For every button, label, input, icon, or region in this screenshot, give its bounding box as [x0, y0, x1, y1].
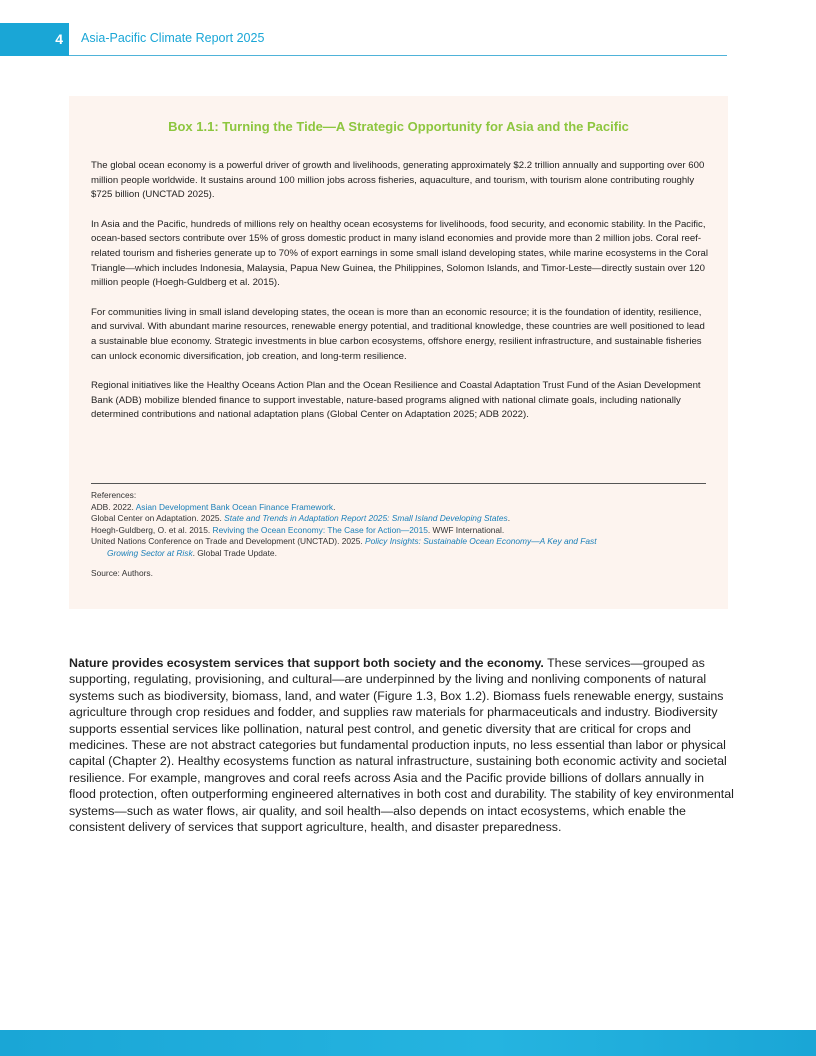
source-note: Source: Authors. — [91, 567, 153, 578]
paragraph-text: These services—grouped as supporting, regulating, provisioning, and cultural—are underpinned by the living and nonliving components of natural systems such as biodiversity, biomass, land, and water (Figure 1.3, Box 1.2). Biomass fuels renewable energy, sustains agriculture through crop residues and fodder, and supplies raw materials for pharmaceuticals and industry. Biodiversity supports essential services like pollination, natural pest control, and genetic diversity that are critical for crops and medicines. These are not abstract categories but fundamental production inputs, no less essential than labor or physical capital (Chapter 2). Healthy ecosystems function as natural infrastructure, sustaining both economic activity and societal resilience. For example, mangroves and coral reefs across Asia and the Pacific provide billions of dollars annually in flood protection, often outperforming engineered alternatives in both cost and durability. The stability of key environmental systems—such as water flows, air quality, and soil health—also depends on intact ecosystems, which enable the consistent delivery of services that support agriculture, health, and disaster preparedness. — [69, 656, 734, 835]
reference-text: . — [507, 513, 511, 524]
box-1-1 — [69, 96, 728, 609]
reference-text: Hoegh-Guldberg, O. et al. 2015. — [91, 524, 213, 535]
references-block — [91, 490, 711, 579]
references-label: References: — [91, 490, 137, 500]
references-divider — [91, 483, 706, 484]
box-title: Box 1.1: Turning the Tide—A Strategic Opportunity for Asia and the Pacific — [168, 119, 629, 134]
reference-link-adb-ocean-finance[interactable]: Asian Development Bank Ocean Finance Framework — [135, 501, 334, 512]
footer-bar — [0, 1030, 816, 1056]
box-body — [91, 159, 711, 438]
reference-text: Global Center on Adaptation. 2025. — [91, 513, 225, 524]
paragraph-lead-sentence: Nature provides ecosystem services that support both society and the economy. — [69, 656, 544, 670]
reference-unctad-2025 — [91, 536, 711, 548]
body-paragraph — [69, 655, 734, 835]
running-header — [0, 23, 727, 56]
reference-gca-2025 — [91, 513, 711, 525]
reference-text: . — [333, 501, 336, 512]
box-paragraph-3: For communities living in small island developing states, the ocean is more than an economic resource; it is the foundation of identity, resilience, and survival. With abundant marine resources, renewable energy potential, and traditional knowledge, these countries are well positioned to lead a sustainable blue economy. Strategic investments in blue carbon ecosystems, offshore energy, resilient infrastructure, and sustainable fisheries can unlock economic diversification, job creation, and long-term resilience. — [91, 306, 705, 362]
box-paragraph-2: In Asia and the Pacific, hundreds of millions rely on healthy ocean ecosystems for livelihoods, food security, and economic stability. In the Pacific, ocean-based sectors contribute over 15% of gross domestic product in many island economies and provide more than 2 million jobs. Coral reef-related tourism and fisheries generate up to 70% of export earnings in some small island developing states, while marine ecosystems in the Coral Triangle—which includes Indonesia, Malaysia, Papua New Guinea, the Philippines, Solomon Islands, and Timor-Leste—directly sustain over 120 million people (Hoegh-Guldberg et al. 2015). — [91, 218, 708, 289]
reference-text: . Global Trade Update. — [192, 547, 277, 558]
reference-adb-2022 — [91, 502, 711, 514]
box-paragraph-1: The global ocean economy is a powerful driver of growth and livelihoods, generating approximately $2.2 trillion annually and supporting over 600 million people worldwide. It sustains around 100 million jobs across fisheries, aquaculture, and tourism, with tourism alone contributing roughly $725 billion (UNCTAD 2025). — [91, 160, 705, 201]
reference-link-policy-insights-continued[interactable]: Growing Sector at Risk — [107, 547, 193, 558]
reference-text: United Nations Conference on Trade and Development (UNCTAD). 2025. — [91, 536, 366, 547]
reference-link-reviving-ocean-economy[interactable]: Reviving the Ocean Economy: The Case for Action—2015 — [212, 524, 428, 535]
reference-unctad-2025-continued — [91, 548, 711, 560]
reference-link-policy-insights[interactable]: Policy Insights: Sustainable Ocean Economy—A Key and Fast — [365, 536, 597, 547]
reference-hoegh-guldberg-2015 — [91, 525, 711, 537]
page-number: 4 — [0, 23, 69, 56]
running-title: Asia-Pacific Climate Report 2025 — [81, 31, 265, 45]
reference-text: ADB. 2022. — [91, 501, 136, 512]
reference-link-state-and-trends[interactable]: State and Trends in Adaptation Report 2025: Small Island Developing States — [224, 513, 508, 524]
reference-text: . WWF International. — [427, 524, 505, 535]
box-paragraph-4: Regional initiatives like the Healthy Oceans Action Plan and the Ocean Resilience and Coastal Adaptation Trust Fund of the Asian Development Bank (ADB) mobilize blended finance to support investable, nature-based programs aligned with national climate goals, including nationally determined contributions and national adaptation plans (Global Center on Adaptation 2025; ADB 2022). — [91, 380, 701, 421]
